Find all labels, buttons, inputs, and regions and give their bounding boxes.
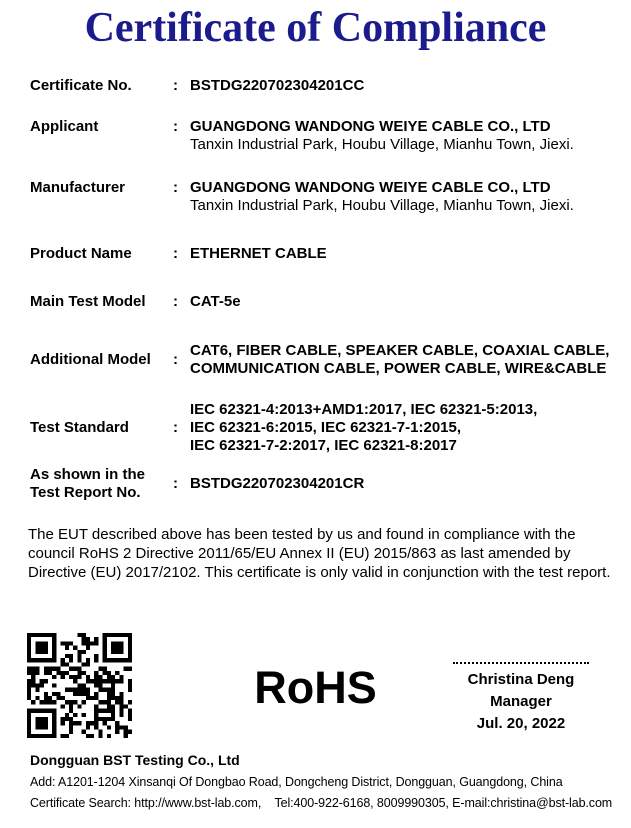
colon-separator: : <box>173 118 178 135</box>
field-row-certificate-no <box>30 77 631 95</box>
test-report-no-label-line: Test Report No. <box>30 484 141 501</box>
manufacturer-address: Tanxin Industrial Park, Houbu Village, Mianhu Town, Jiexi. <box>190 197 574 214</box>
applicant-company: GUANGDONG WANDONG WEIYE CABLE CO., LTD <box>190 118 551 135</box>
manufacturer-label: Manufacturer <box>30 179 126 196</box>
additional-model-line: CAT6, FIBER CABLE, SPEAKER CABLE, COAXIAL CABLE, <box>190 342 610 359</box>
certificate-no-value: BSTDG220702304201CC <box>190 77 365 94</box>
field-row-test-report-no <box>30 466 631 502</box>
compliance-statement <box>28 525 631 582</box>
product-name-value: ETHERNET CABLE <box>190 245 327 262</box>
field-row-applicant <box>30 118 631 154</box>
statement-line: The EUT described above has been tested by us and found in compliance with the <box>28 526 576 543</box>
additional-model-label: Additional Model <box>30 351 151 368</box>
colon-separator: : <box>173 419 178 436</box>
test-report-no-label <box>30 466 173 502</box>
colon-separator: : <box>173 351 178 368</box>
applicant-value <box>190 118 574 154</box>
certificate-title: Certificate of Compliance <box>84 5 547 51</box>
statement-line: Directive (EU) 2017/2102. This certificate is only valid in conjunction with the test report. <box>28 564 611 581</box>
main-test-model-value: CAT-5e <box>190 293 241 310</box>
signature-dotted-line <box>453 662 589 664</box>
stamp-signature-band <box>0 633 631 738</box>
lab-company-name: Dongguan BST Testing Co., Ltd <box>30 752 240 768</box>
test-standard-label: Test Standard <box>30 419 129 436</box>
statement-line: council RoHS 2 Directive 2011/65/EU Annex II (EU) 2015/863 as last amended by <box>28 545 571 562</box>
manufacturer-company: GUANGDONG WANDONG WEIYE CABLE CO., LTD <box>190 179 551 196</box>
test-report-no-value: BSTDG220702304201CR <box>190 475 365 492</box>
field-row-main-test-model <box>30 293 631 311</box>
test-standard-line: IEC 62321-6:2015, IEC 62321-7-1:2015, <box>190 419 462 436</box>
colon-separator: : <box>173 179 178 196</box>
test-standard-value <box>190 401 537 455</box>
field-row-additional-model <box>30 342 631 378</box>
signature-block <box>449 662 593 735</box>
field-row-manufacturer <box>30 179 631 215</box>
test-standard-line: IEC 62321-4:2013+AMD1:2017, IEC 62321-5:2013, <box>190 401 538 418</box>
lab-contact: Certificate Search: http://www.bst-lab.com, Tel:400-922-6168, 8009990305, E-mail:christina@bst-lab.com <box>30 796 613 810</box>
additional-model-value <box>190 342 609 378</box>
colon-separator: : <box>173 293 178 310</box>
additional-model-line: COMMUNICATION CABLE, POWER CABLE, WIRE&CABLE <box>190 360 607 377</box>
applicant-address: Tanxin Industrial Park, Houbu Village, Mianhu Town, Jiexi. <box>190 136 574 153</box>
test-standard-line: IEC 62321-7-2:2017, IEC 62321-8:2017 <box>190 437 457 454</box>
signer-title: Manager <box>490 693 552 710</box>
footer <box>30 752 631 811</box>
lab-address: Add: A1201-1204 Xinsanqi Of Dongbao Road, Dongcheng District, Dongguan, Guangdong, China <box>30 775 563 789</box>
colon-separator: : <box>173 77 178 94</box>
colon-separator: : <box>173 475 178 492</box>
certificate-fields <box>30 77 631 502</box>
signature-date: Jul. 20, 2022 <box>476 715 566 732</box>
colon-separator: : <box>173 245 178 262</box>
test-report-no-label-line: As shown in the <box>30 466 146 483</box>
field-row-test-standard <box>30 401 631 455</box>
field-row-product-name <box>30 245 631 263</box>
signer-name: Christina Deng <box>467 671 575 688</box>
product-name-label: Product Name <box>30 245 132 262</box>
applicant-label: Applicant <box>30 118 99 135</box>
rohs-logo: RoHS <box>254 662 377 713</box>
certificate-no-label: Certificate No. <box>30 77 132 94</box>
manufacturer-value <box>190 179 574 215</box>
main-test-model-label: Main Test Model <box>30 293 146 310</box>
